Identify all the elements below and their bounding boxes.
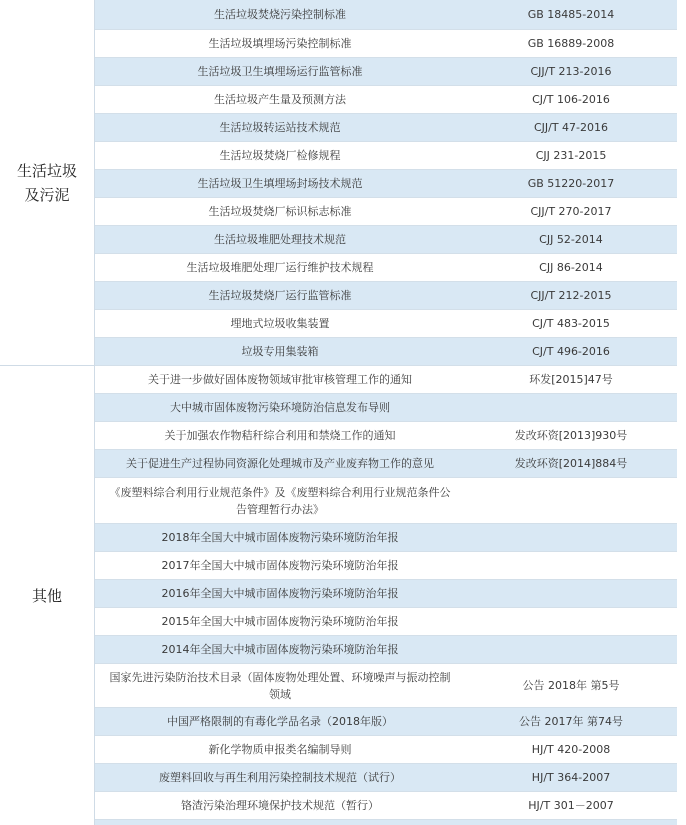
table-row (95, 254, 677, 282)
standard-name: 生活垃圾焚烧污染控制标准 (214, 8, 346, 21)
standard-code: GB 51220-2017 (527, 177, 615, 190)
standard-code: 发改环资[2014]884号 (514, 457, 628, 470)
standard-name: 国家先进污染防治技术目录（固体废物处理处置、环境噪声与振动控制领域 (109, 670, 451, 701)
standard-name: 生活垃圾焚烧厂检修规程 (219, 149, 341, 162)
standard-name: 2015年全国大中城市固体废物污染环境防治年报 (161, 615, 399, 628)
standard-name: 关于促进生产过程协同资源化处理城市及产业废弃物工作的意见 (126, 457, 434, 470)
standard-name: 埋地式垃圾收集装置 (230, 317, 330, 330)
table-row (95, 86, 677, 114)
table-row (95, 792, 677, 820)
table-row (95, 636, 677, 664)
table-row (95, 0, 677, 30)
table-row (95, 664, 677, 708)
table-row (95, 764, 677, 792)
standard-name: 2017年全国大中城市固体废物污染环境防治年报 (161, 559, 399, 572)
table-row (95, 422, 677, 450)
category-label: 其他 (31, 586, 62, 605)
standard-code: CJ/T 106-2016 (532, 93, 610, 106)
standard-name: 大中城市固体废物污染环境防治信息发布导则 (170, 401, 390, 414)
table-row (95, 580, 677, 608)
standard-code: HJ/T 420-2008 (531, 743, 611, 756)
standard-name: 废塑料回收与再生利用污染控制技术规范（试行） (159, 771, 401, 784)
standard-name: 生活垃圾焚烧厂运行监管标准 (208, 289, 352, 302)
table-row-partial (95, 820, 677, 825)
standard-name: 生活垃圾堆肥处理技术规范 (214, 233, 346, 246)
standard-code: CJJ/T 270-2017 (530, 205, 612, 218)
table-row (95, 478, 677, 524)
standard-name: 生活垃圾卫生填埋场运行监管标准 (197, 65, 363, 78)
standard-code: 公告 2017年 第74号 (519, 715, 623, 728)
right-margin (677, 0, 686, 825)
table-row (95, 30, 677, 58)
standard-name: 关于进一步做好固体废物领域审批审核管理工作的通知 (148, 373, 412, 386)
table-row (95, 226, 677, 254)
standard-code: CJJ 231-2015 (535, 149, 607, 162)
table-row (95, 552, 677, 580)
standard-name: 《废塑料综合利用行业规范条件》及《废塑料综合利用行业规范条件公告管理暂行办法》 (109, 485, 451, 516)
table-row (95, 170, 677, 198)
standard-code: HJ/T 364-2007 (531, 771, 611, 784)
standard-name: 垃圾专用集装箱 (241, 345, 319, 358)
table-row (95, 282, 677, 310)
standard-name: 生活垃圾填埋场污染控制标准 (208, 37, 352, 50)
standard-code: CJJ 52-2014 (539, 233, 603, 246)
table-row (95, 450, 677, 478)
category-cell (0, 0, 95, 366)
standard-code: CJJ/T 213-2016 (530, 65, 612, 78)
standard-code: CJ/T 496-2016 (532, 345, 610, 358)
standard-name: 生活垃圾产生量及预测方法 (214, 93, 346, 106)
standard-code: CJJ/T 47-2016 (533, 121, 609, 134)
table-row (95, 736, 677, 764)
category-cell (0, 366, 95, 825)
table-row (95, 142, 677, 170)
table-row (95, 366, 677, 394)
standard-code: 公告 2018年 第5号 (522, 679, 620, 692)
standard-name: 生活垃圾转运站技术规范 (219, 121, 341, 134)
standard-code: HJ/T 301－2007 (528, 799, 614, 812)
table-row (95, 524, 677, 552)
table-row (95, 310, 677, 338)
standard-name: 2018年全国大中城市固体废物污染环境防治年报 (161, 531, 399, 544)
standard-name: 生活垃圾卫生填埋场封场技术规范 (197, 177, 363, 190)
table-row (95, 338, 677, 366)
standard-code: GB 16889-2008 (527, 37, 615, 50)
standard-code: GB 18485-2014 (527, 8, 615, 21)
standard-name: 新化学物质申报类名编制导则 (208, 743, 352, 756)
table-row (95, 198, 677, 226)
standard-name: 生活垃圾堆肥处理厂运行维护技术规程 (186, 261, 374, 274)
category-label: 生活垃圾及污泥 (16, 161, 77, 204)
standard-code: 环发[2015]47号 (529, 373, 613, 386)
table-row (95, 114, 677, 142)
standard-code: CJJ 86-2014 (539, 261, 603, 274)
standard-name: 2016年全国大中城市固体废物污染环境防治年报 (161, 587, 399, 600)
table-row (95, 58, 677, 86)
table-row (95, 394, 677, 422)
standard-name: 中国严格限制的有毒化学品名录（2018年版） (167, 715, 393, 728)
standard-code: CJJ/T 212-2015 (530, 289, 612, 302)
standard-code: CJ/T 483-2015 (532, 317, 610, 330)
standard-name: 铬渣污染治理环境保护技术规范（暂行） (181, 799, 379, 812)
standard-name: 关于加强农作物秸秆综合利用和禁烧工作的通知 (164, 429, 396, 442)
table-row (95, 708, 677, 736)
standard-code: 发改环资[2013]930号 (514, 429, 628, 442)
standard-name: 生活垃圾焚烧厂标识标志标准 (208, 205, 352, 218)
table-row (95, 608, 677, 636)
standard-name: 2014年全国大中城市固体废物污染环境防治年报 (161, 643, 399, 656)
